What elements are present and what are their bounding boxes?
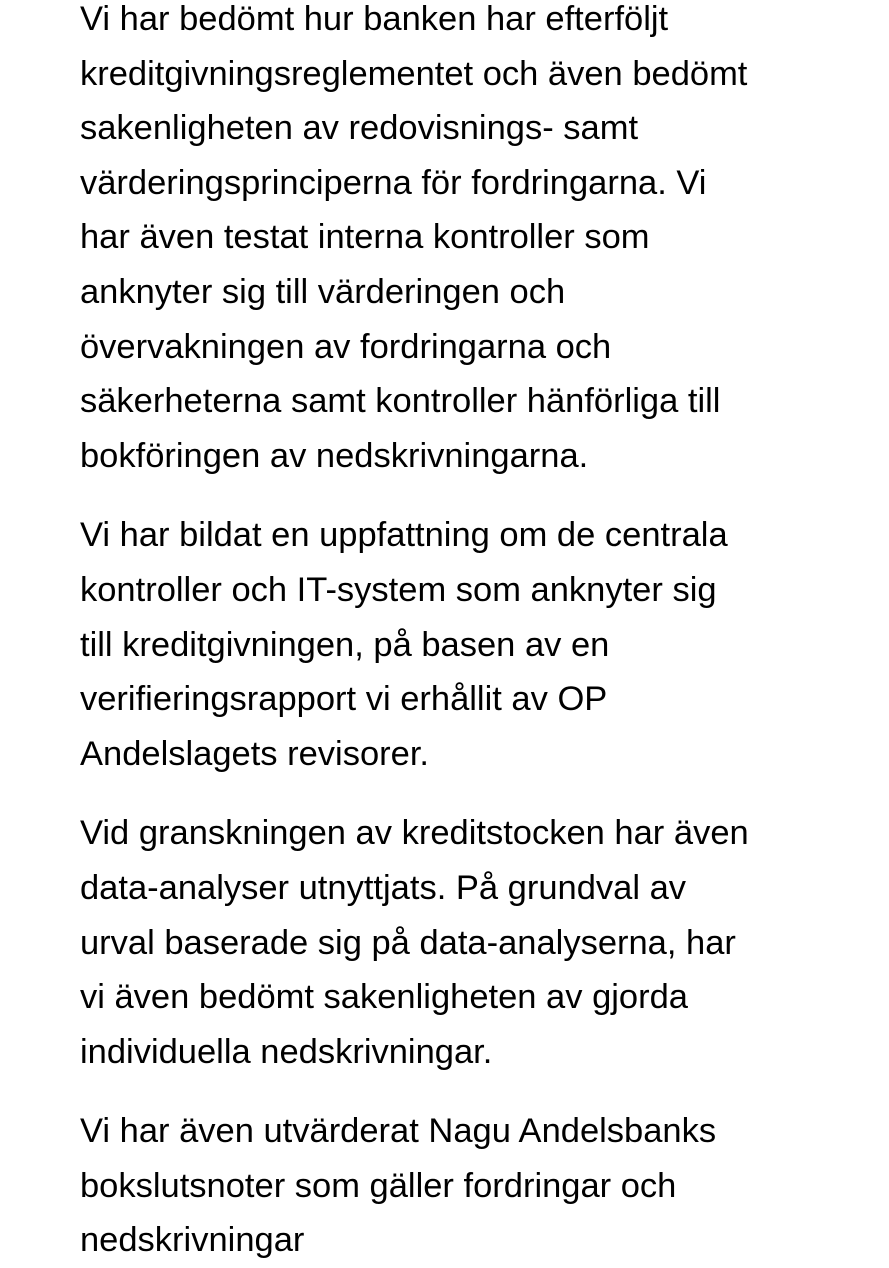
paragraph-notes-evaluation: Vi har även utvärderat Nagu Andelsbanks bokslutsnoter som gäller fordringar och nedskrivningar — [80, 1112, 717, 1260]
paragraph-it-systems: Vi har bildat en uppfattning om de centrala kontroller och IT-system som anknyter sig till kreditgivningen, på basen av en verifieringsrapport vi erhållit av OP Andelslagets revisorer. — [80, 516, 728, 773]
paragraph-assessment-methods: Vi har bedömt hur banken har efterföljt kreditgivningsreglementet och även bedömt sakenligheten av redovisnings- samt värderingsprinciperna för fordringarna. Vi har även testat interna kontroller som anknyter sig till värderingen och övervakningen av fordringarna och säkerheterna samt kontroller hänförliga till bokföringen av nedskrivningarna. — [80, 0, 748, 475]
paragraph-data-analysis: Vid granskningen av kreditstocken har även data-analyser utnyttjats. På grundval av urval baserade sig på data-analyserna, har vi även bedömt sakenligheten av gjorda individuella nedskrivningar. — [80, 814, 749, 1071]
body-text — [80, 0, 889, 1268]
